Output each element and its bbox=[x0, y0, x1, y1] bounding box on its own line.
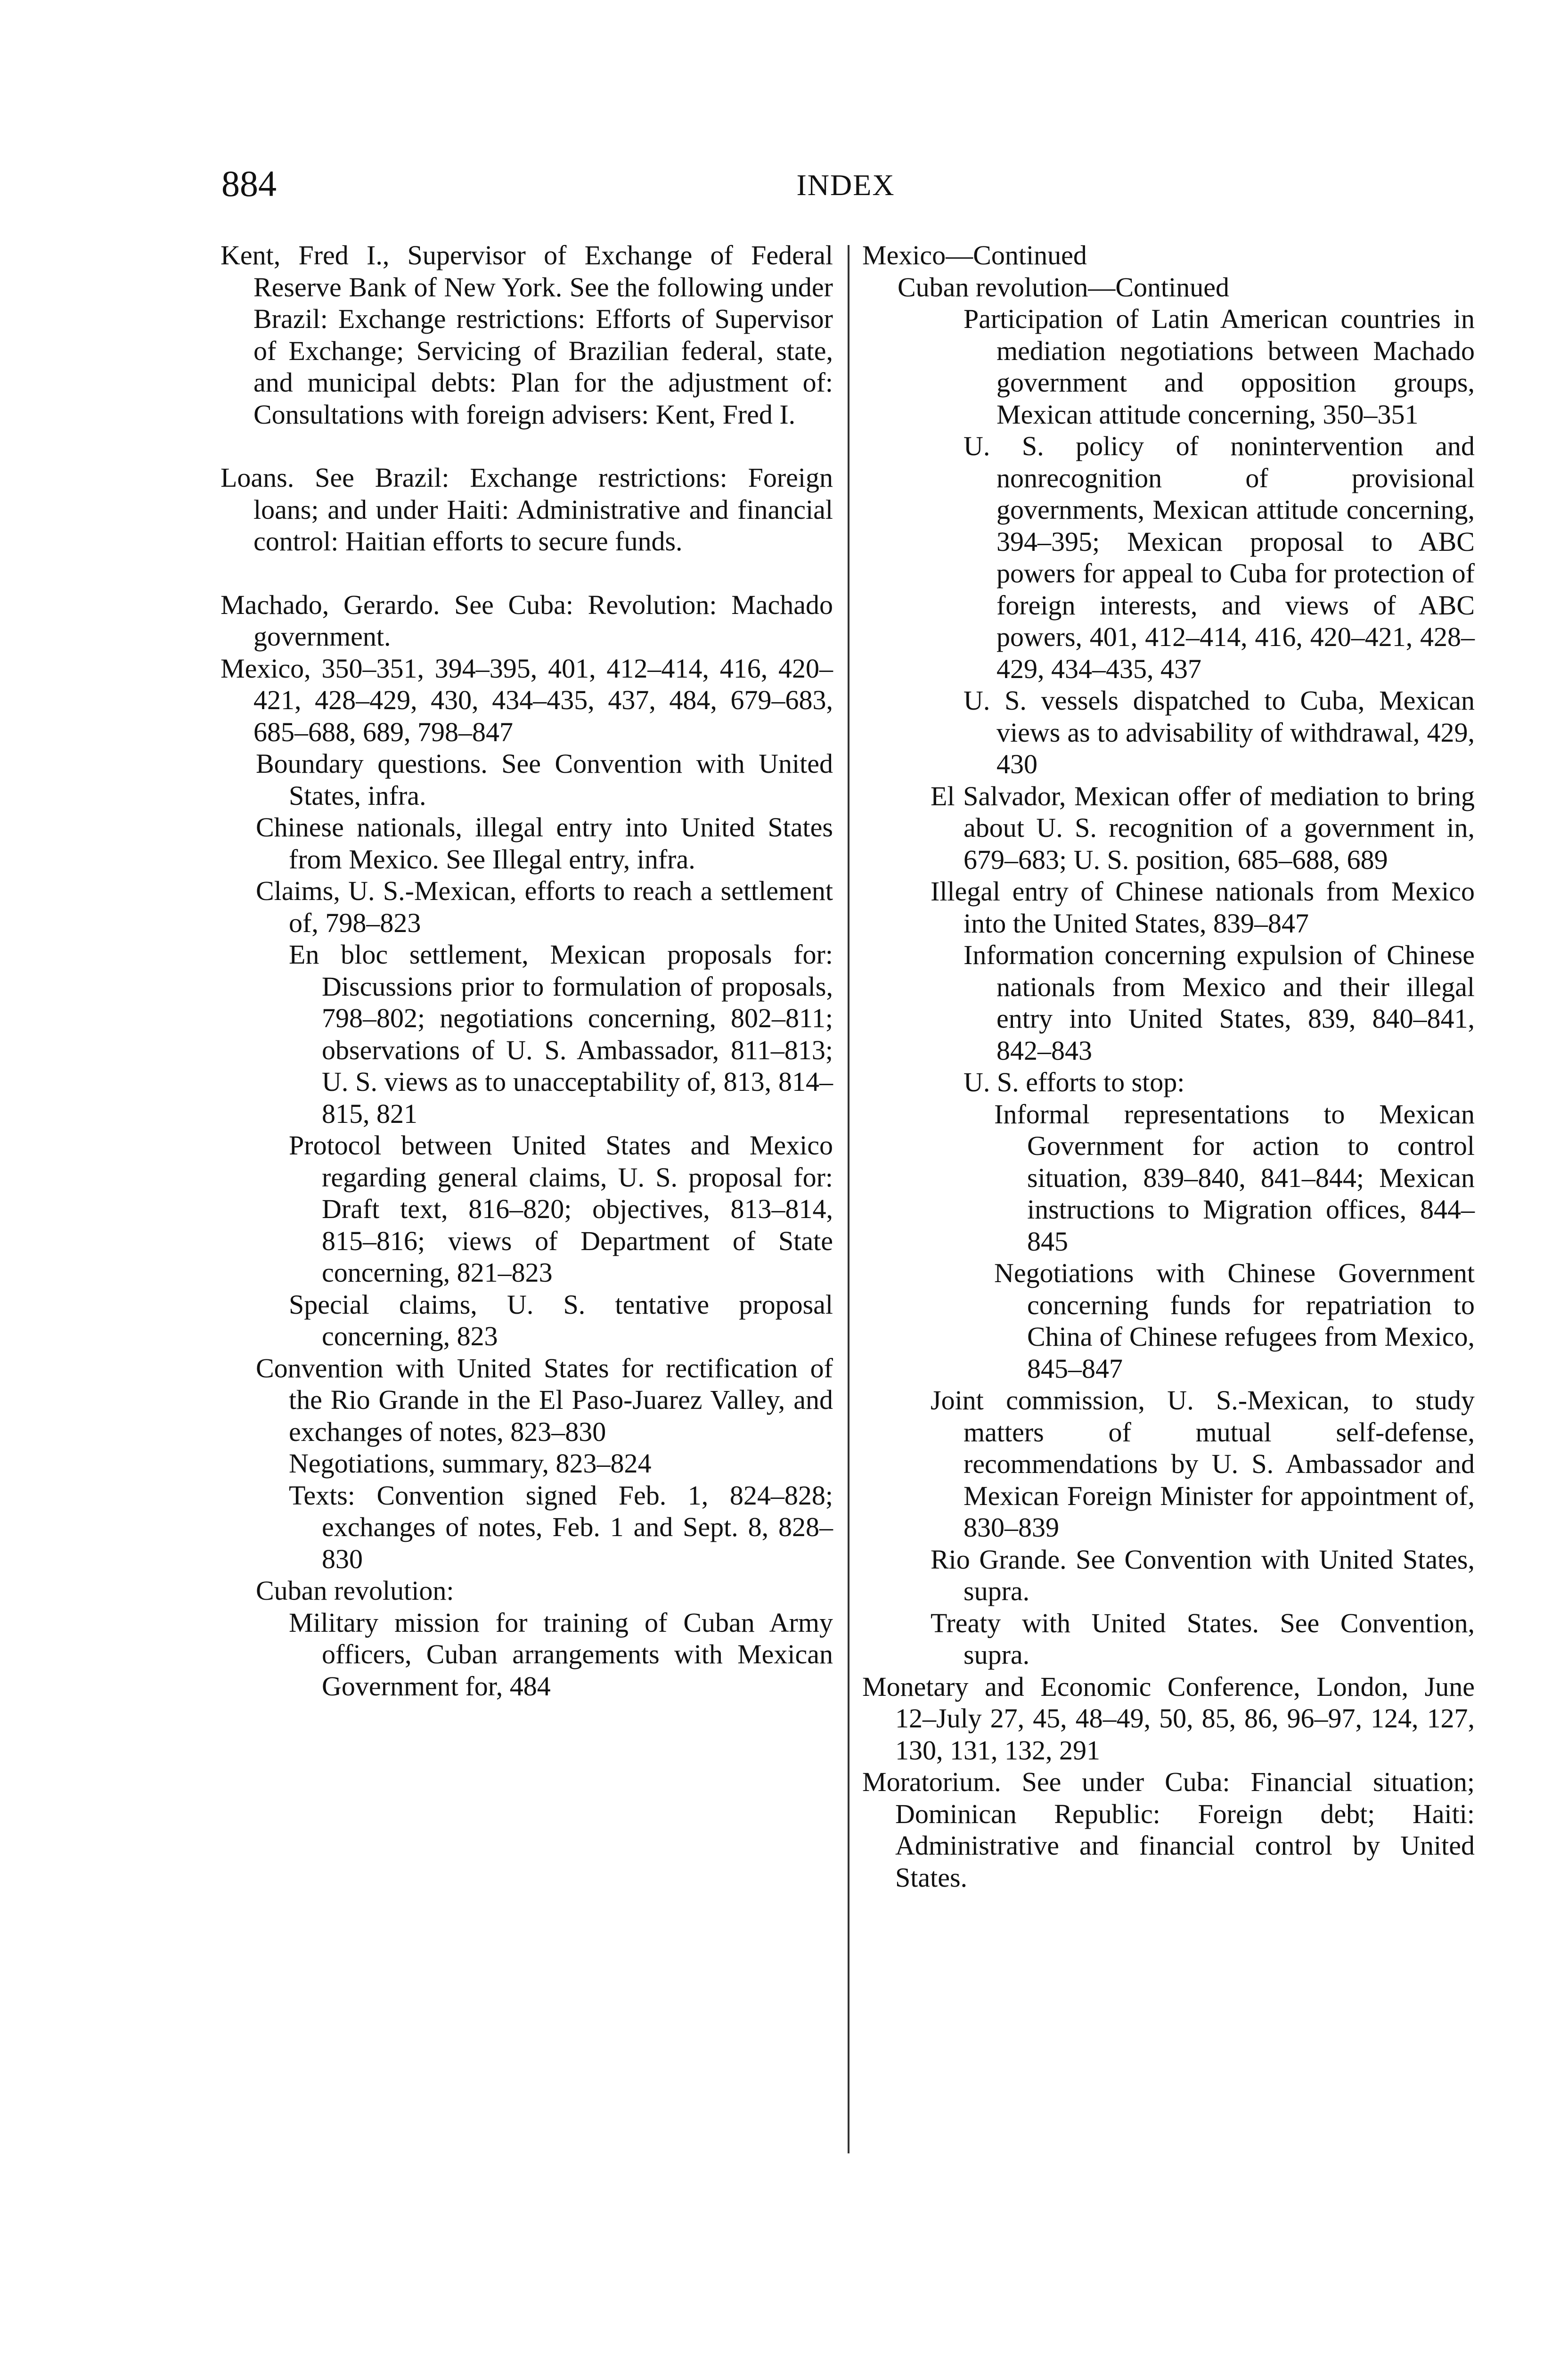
index-entry-monetary: Monetary and Economic Conference, London, June 12–July 27, 45, 48–49, 50, 85, 86, 96–97, 124, 127, 130, 131, 132, 291 bbox=[862, 1671, 1475, 1766]
index-subentry: Protocol between United States and Mexico regarding general claims, U. S. proposal for: Draft text, 816–820; objectives, 813–814, 815–816; views of Department of State concerning, 821–823 bbox=[289, 1130, 833, 1288]
index-subentry: U. S. policy of nonintervention and nonrecognition of provisional governments, Mexican attitude concerning, 394–395; Mexican proposal to ABC powers for appeal to Cuba for protection of foreign interests, and views of ABC powers, 401, 412–414, 416, 420–421, 428–429, 434–435, 437 bbox=[964, 431, 1475, 684]
index-subentry: Rio Grande. See Convention with United States, supra. bbox=[931, 1544, 1475, 1606]
index-subentry: Negotiations, summary, 823–824 bbox=[289, 1448, 652, 1479]
index-entry-mexico: Mexico, 350–351, 394–395, 401, 412–414, 416, 420–421, 428–429, 430, 434–435, 437, 484, 679–683, 685–688, 689, 798–847 bbox=[220, 653, 833, 747]
entry-gap bbox=[220, 557, 833, 589]
index-subentry: Information concerning expulsion of Chinese nationals from Mexico and their illegal entry into United States, 839, 840–841, 842–843 bbox=[964, 940, 1475, 1066]
index-subentry: Texts: Convention signed Feb. 1, 824–828; exchanges of notes, Feb. 1 and Sept. 8, 828–830 bbox=[289, 1480, 833, 1574]
index-subentry: Convention with United States for rectification of the Rio Grande in the El Paso-Juarez Valley, and exchanges of notes, 823–830 bbox=[256, 1352, 833, 1447]
column-divider bbox=[848, 245, 849, 2153]
index-subentry: Military mission for training of Cuban Army officers, Cuban arrangements with Mexican Government for, 484 bbox=[289, 1607, 833, 1702]
index-subentry: U. S. efforts to stop: bbox=[964, 1067, 1185, 1097]
index-subentry: Illegal entry of Chinese nationals from Mexico into the United States, 839–847 bbox=[931, 876, 1475, 939]
index-subentry: El Salvador, Mexican offer of mediation to bring about U. S. recognition of a government in, 679–683; U. S. position, 685–688, 689 bbox=[931, 780, 1475, 875]
index-entry-kent: Kent, Fred I., Supervisor of Exchange of Federal Reserve Bank of New York. See the following under Brazil: Exchange restrictions: Efforts of Supervisor of Exchange; Servicing of Brazilian federal, state, and municipal debts: Plan for the adjustment of: Consultations with foreign advisers: Kent, Fred I. bbox=[220, 240, 833, 430]
index-subentry: Claims, U. S.-Mexican, efforts to reach a settlement of, 798–823 bbox=[256, 875, 833, 938]
index-subentry: Chinese nationals, illegal entry into United States from Mexico. See Illegal entry, infra. bbox=[256, 812, 833, 875]
index-subentry: Participation of Latin American countries in mediation negotiations between Machado government and opposition groups, Mexican attitude concerning, 350–351 bbox=[964, 303, 1475, 430]
index-subentry: Cuban revolution: bbox=[256, 1575, 454, 1606]
index-entry-continued: Mexico—Continued bbox=[862, 240, 1087, 270]
index-subentry: Informal representations to Mexican Government for action to control situation, 839–840, 841–844; Mexican instructions to Migration offices, 844–845 bbox=[994, 1098, 1475, 1257]
page-number: 884 bbox=[221, 163, 277, 204]
index-subentry: Boundary questions. See Convention with United States, infra. bbox=[256, 748, 833, 811]
index-subentry: Treaty with United States. See Convention, supra. bbox=[931, 1607, 1475, 1670]
index-entry-machado: Machado, Gerardo. See Cuba: Revolution: Machado government. bbox=[220, 589, 833, 652]
index-column-right bbox=[862, 239, 1475, 1893]
index-subentry: Negotiations with Chinese Government concerning funds for repatriation to China of Chinese refugees from Mexico, 845–847 bbox=[994, 1258, 1475, 1384]
index-subentry: Joint commission, U. S.-Mexican, to study matters of mutual self-defense, recommendations by U. S. Ambassador and Mexican Foreign Minister for appointment of, 830–839 bbox=[931, 1385, 1475, 1543]
index-entry-loans: Loans. See Brazil: Exchange restrictions: Foreign loans; and under Haiti: Administrative and financial control: Haitian efforts to secure funds. bbox=[220, 462, 833, 556]
entry-gap bbox=[220, 430, 833, 462]
running-head: INDEX bbox=[796, 168, 895, 202]
index-subentry: En bloc settlement, Mexican proposals for: Discussions prior to formulation of proposals, 798–802; negotiations concerning, 802–811; observations of U. S. Ambassador, 811–813; U. S. views as to unacceptability of, 813, 814–815, 821 bbox=[289, 939, 833, 1129]
index-entry-moratorium: Moratorium. See under Cuba: Financial situation; Dominican Republic: Foreign debt; Haiti: Administrative and financial control by United States. bbox=[862, 1767, 1475, 1893]
index-subentry: Special claims, U. S. tentative proposal concerning, 823 bbox=[289, 1289, 833, 1351]
index-subentry: Cuban revolution—Continued bbox=[898, 271, 1229, 303]
index-column-left bbox=[220, 239, 833, 1702]
index-subentry: U. S. vessels dispatched to Cuba, Mexican views as to advisability of withdrawal, 429, 430 bbox=[964, 685, 1475, 779]
page-header bbox=[221, 160, 1470, 212]
